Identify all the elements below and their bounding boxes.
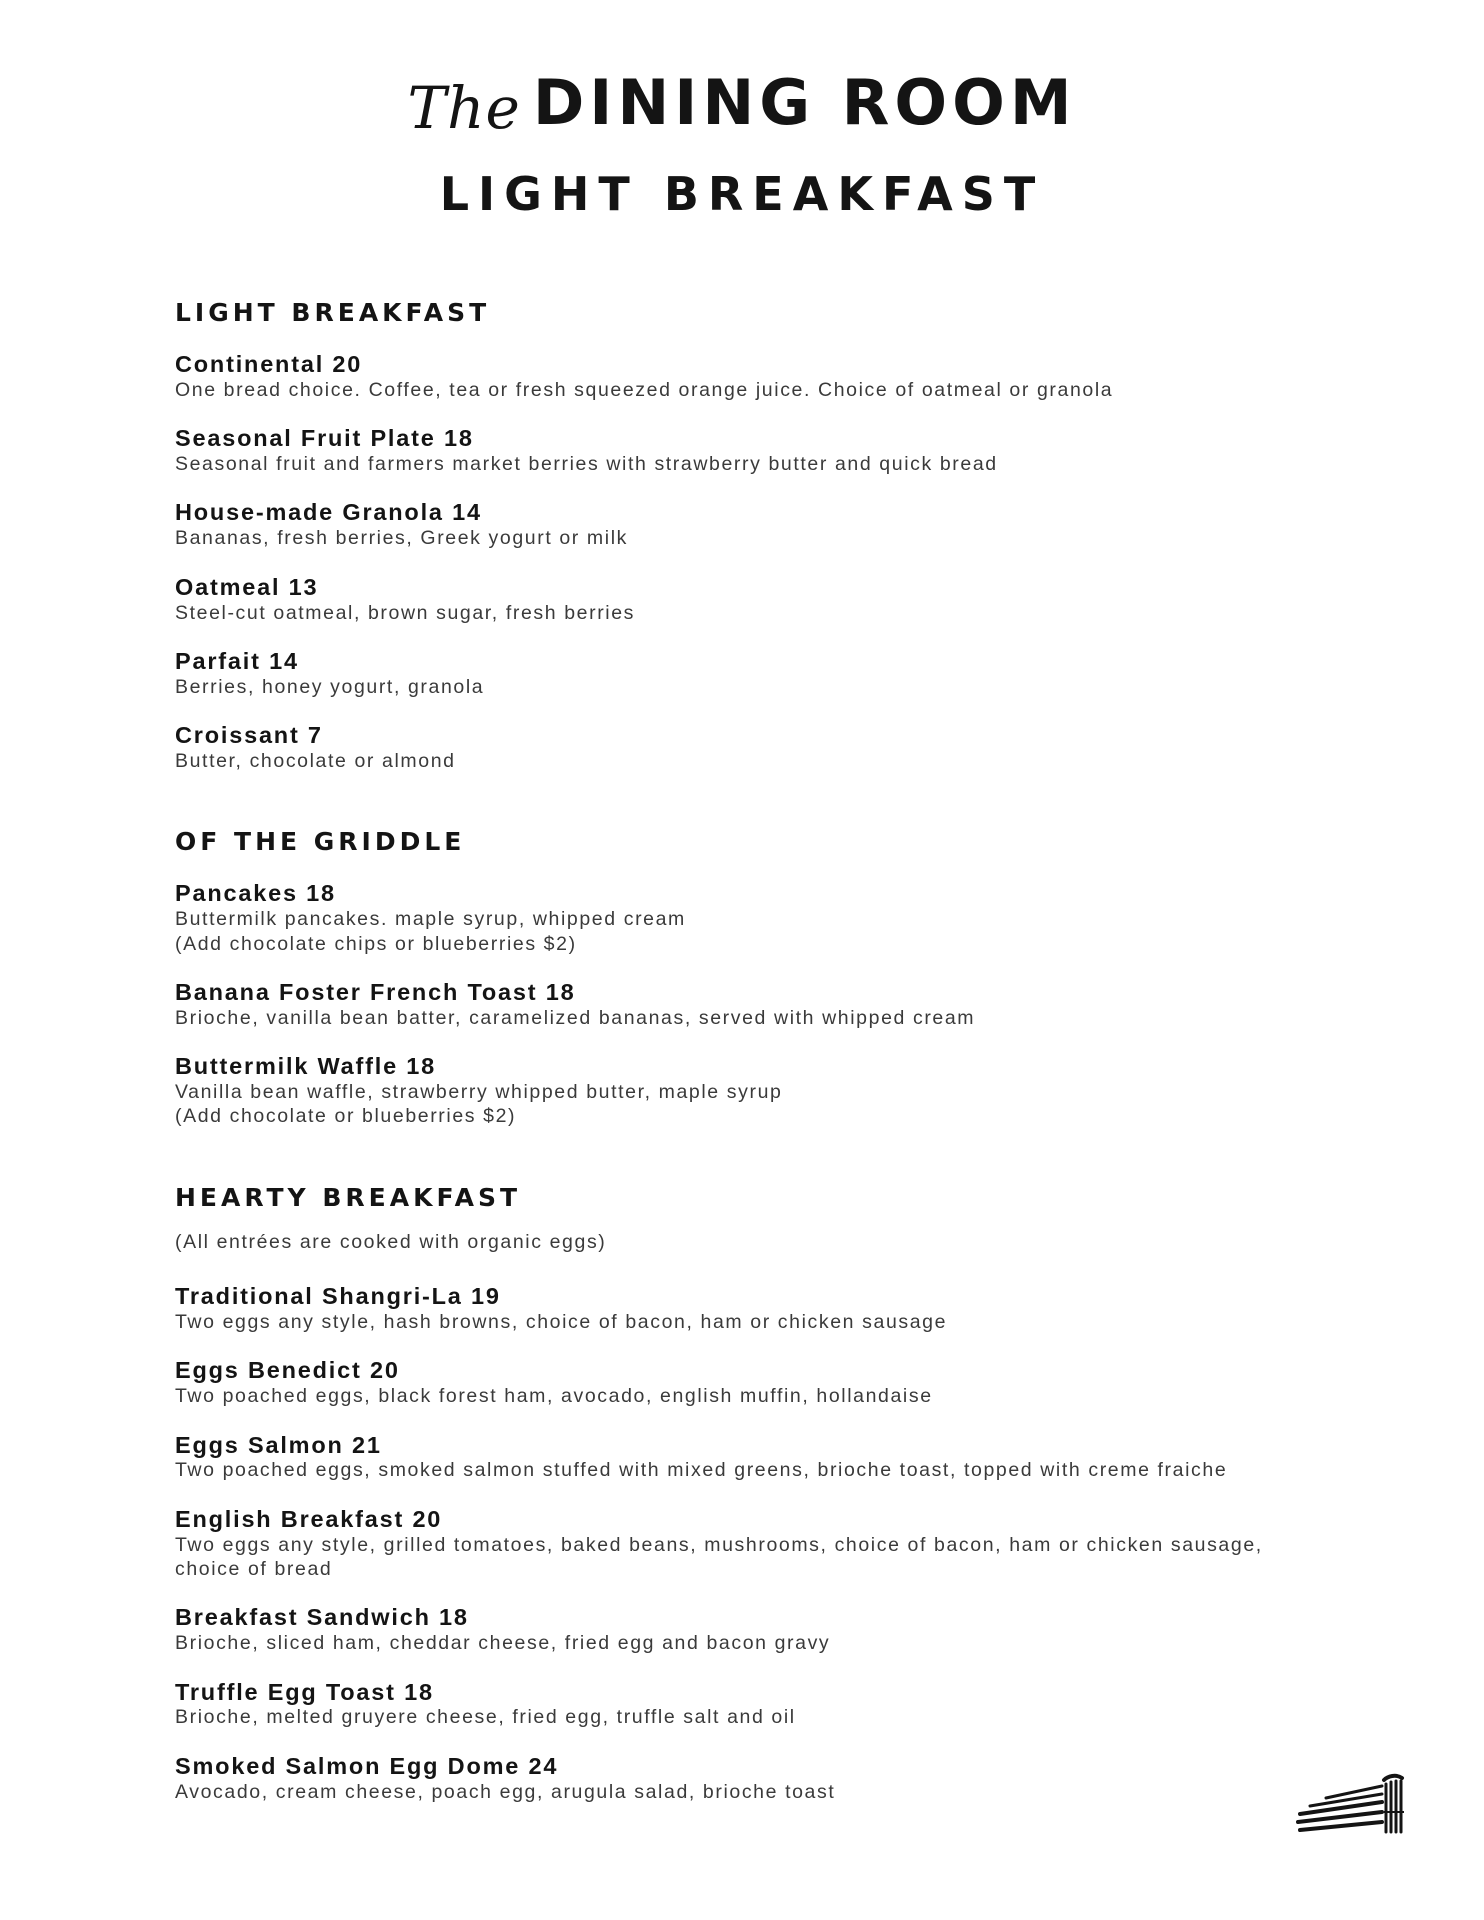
item-name: Croissant 7 bbox=[175, 722, 323, 749]
item-name: Eggs Salmon 21 bbox=[175, 1431, 382, 1458]
item-description: Vanilla bean waffle, strawberry whipped butter, maple syrup (Add chocolate or blueberries $2) bbox=[175, 1080, 783, 1128]
item-name: Truffle Egg Toast 18 bbox=[175, 1678, 434, 1705]
menu-item bbox=[175, 1507, 1325, 1582]
item-description: Bananas, fresh berries, Greek yogurt or milk bbox=[175, 527, 628, 550]
item-name: Parfait 14 bbox=[175, 647, 299, 674]
item-description: One bread choice. Coffee, tea or fresh squeezed orange juice. Choice of oatmeal or granola bbox=[175, 378, 1114, 401]
menu-content bbox=[175, 300, 1325, 1860]
menu-item bbox=[175, 881, 1325, 956]
item-name: Continental 20 bbox=[175, 351, 363, 377]
section-title: HEARTY BREAKFAST bbox=[175, 1182, 522, 1212]
menu-item bbox=[175, 1605, 1325, 1655]
item-name: Eggs Benedict 20 bbox=[175, 1357, 400, 1384]
menu-item bbox=[175, 426, 1325, 476]
item-name: Pancakes 18 bbox=[175, 880, 336, 907]
menu-item bbox=[175, 649, 1325, 699]
menu-item bbox=[175, 980, 1325, 1030]
menu-item bbox=[175, 1284, 1325, 1334]
section-title: LIGHT BREAKFAST bbox=[175, 298, 491, 327]
item-name: Oatmeal 13 bbox=[175, 573, 319, 600]
item-name: Traditional Shangri-La 19 bbox=[175, 1283, 501, 1310]
item-name: Buttermilk Waffle 18 bbox=[175, 1053, 437, 1080]
restaurant-brand bbox=[407, 66, 1077, 142]
item-description: Brioche, vanilla bean batter, caramelized bananas, served with whipped cream bbox=[175, 1006, 976, 1029]
item-description: Two eggs any style, grilled tomatoes, baked beans, mushrooms, choice of bacon, ham or chicken sausage, choice of bread bbox=[175, 1533, 1263, 1580]
menu-item bbox=[175, 500, 1325, 550]
item-description: Two poached eggs, black forest ham, avocado, english muffin, hollandaise bbox=[175, 1385, 933, 1408]
brand-name: DINING ROOM bbox=[532, 66, 1077, 139]
item-name: House-made Granola 14 bbox=[175, 499, 482, 526]
item-description: Steel-cut oatmeal, brown sugar, fresh berries bbox=[175, 601, 636, 624]
item-description: Avocado, cream cheese, poach egg, arugula salad, brioche toast bbox=[175, 1780, 836, 1803]
menu-item bbox=[175, 723, 1325, 773]
item-name: Breakfast Sandwich 18 bbox=[175, 1604, 469, 1631]
item-description: Buttermilk pancakes. maple syrup, whipped cream (Add chocolate chips or blueberries $2) bbox=[175, 908, 686, 955]
menu-header bbox=[0, 66, 1484, 221]
section-light-breakfast bbox=[175, 300, 1325, 773]
section-title: OF THE GRIDDLE bbox=[175, 827, 466, 857]
menu-item bbox=[175, 575, 1325, 625]
menu-item bbox=[175, 1433, 1325, 1483]
menu-item bbox=[175, 352, 1325, 402]
menu-item bbox=[175, 1358, 1325, 1408]
item-description: Two poached eggs, smoked salmon stuffed with mixed greens, brioche toast, topped with creme fraiche bbox=[175, 1459, 1228, 1482]
menu-item bbox=[175, 1754, 1325, 1804]
fork-lines-logo-icon bbox=[1296, 1772, 1406, 1838]
item-description: Brioche, melted gruyere cheese, fried egg, truffle salt and oil bbox=[175, 1706, 796, 1729]
section-of-the-griddle bbox=[175, 829, 1325, 1128]
section-note: (All entrées are cooked with organic eggs) bbox=[175, 1230, 607, 1253]
section-hearty-breakfast bbox=[175, 1182, 1325, 1804]
item-description: Brioche, sliced ham, cheddar cheese, fried egg and bacon gravy bbox=[175, 1632, 831, 1655]
menu-item bbox=[175, 1680, 1325, 1730]
menu-item bbox=[175, 1054, 1325, 1129]
menu-title: LIGHT BREAKFAST bbox=[439, 167, 1045, 221]
item-description: Butter, chocolate or almond bbox=[175, 749, 456, 772]
item-name: Smoked Salmon Egg Dome 24 bbox=[175, 1752, 559, 1779]
item-description: Seasonal fruit and farmers market berries with strawberry butter and quick bread bbox=[175, 453, 998, 476]
brand-prefix: The bbox=[407, 74, 521, 142]
item-description: Berries, honey yogurt, granola bbox=[175, 675, 485, 698]
item-name: Banana Foster French Toast 18 bbox=[175, 978, 576, 1005]
item-description: Two eggs any style, hash browns, choice of bacon, ham or chicken sausage bbox=[175, 1310, 948, 1333]
item-name: Seasonal Fruit Plate 18 bbox=[175, 425, 474, 452]
item-name: English Breakfast 20 bbox=[175, 1505, 443, 1532]
